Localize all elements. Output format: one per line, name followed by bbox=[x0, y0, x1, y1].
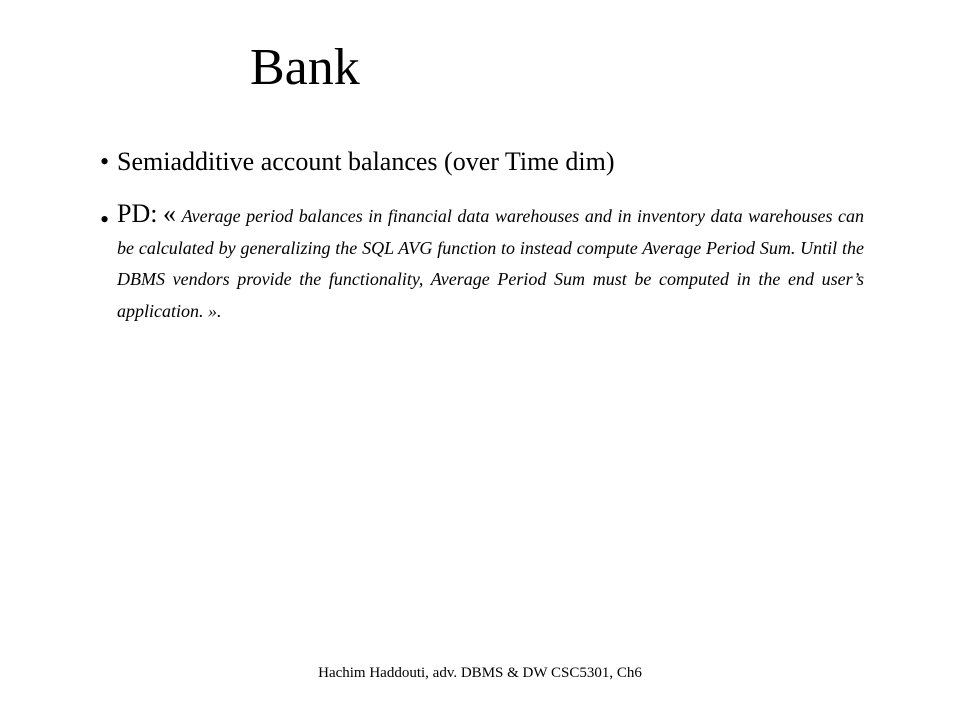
bullet-list bbox=[100, 140, 864, 327]
bullet-item-quote bbox=[100, 198, 864, 327]
bullet-text: Semiadditive account balances (over Time dim) bbox=[117, 147, 615, 176]
slide-title: Bank bbox=[250, 39, 360, 96]
bullet-item-semiadditive bbox=[100, 140, 864, 184]
open-quote-mark: « bbox=[163, 199, 177, 228]
quote-body: Average period balances in financial data warehouses and in inventory data warehouses can be calculated by generalizing the SQL AVG function to instead compute Average Period Sum. Until the DBMS vendors provide the functionality, Average Period Sum must be computed in the end user’s application. ». bbox=[117, 206, 865, 321]
quote-lead: PD: bbox=[117, 199, 158, 228]
bullet-dot-icon: • bbox=[100, 205, 110, 234]
bullet-dot-icon: • bbox=[100, 147, 110, 176]
slide-footer: Hachim Haddouti, adv. DBMS & DW CSC5301, Ch6 bbox=[318, 665, 642, 681]
